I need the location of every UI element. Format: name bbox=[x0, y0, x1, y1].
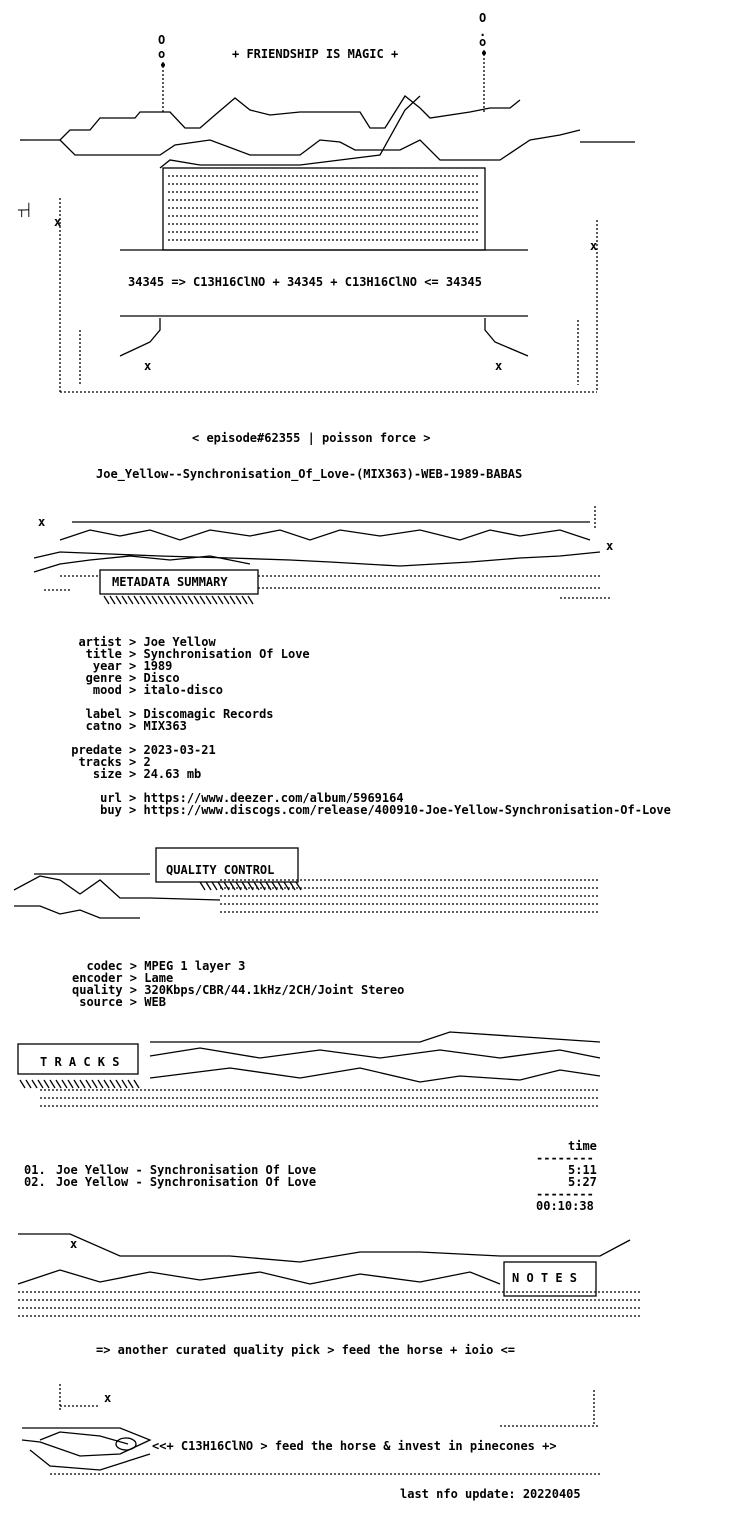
slash-fill-mark bbox=[98, 1080, 103, 1088]
metadata-key: predate bbox=[64, 743, 122, 757]
slash-fill-mark bbox=[242, 882, 247, 890]
metadata-key: mood bbox=[64, 683, 122, 697]
last-update: last nfo update: 20220405 bbox=[400, 1487, 581, 1501]
slash-fill-mark bbox=[200, 882, 205, 890]
slash-fill-mark bbox=[134, 596, 139, 604]
section-tracks-label: T R A C K S bbox=[40, 1055, 120, 1069]
svg-text:x: x bbox=[38, 515, 46, 529]
metadata-logo-art bbox=[0, 500, 744, 610]
slash-fill-mark bbox=[260, 882, 265, 890]
notes-logo-art bbox=[0, 1222, 744, 1332]
slash-fill-mark bbox=[116, 1080, 121, 1088]
slash-fill-mark bbox=[296, 882, 301, 890]
slash-fill-mark bbox=[110, 1080, 115, 1088]
slash-fill-mark bbox=[188, 596, 193, 604]
slash-fill-mark bbox=[68, 1080, 73, 1088]
slash-fill-mark bbox=[110, 596, 115, 604]
metadata-value: 1989 bbox=[143, 659, 173, 673]
metadata-key: buy bbox=[64, 803, 122, 817]
quality-value: Lame bbox=[144, 971, 174, 985]
metadata-value[interactable]: https://www.discogs.com/release/400910-Joe-Yellow-Synchronisation-Of-Love bbox=[143, 803, 671, 817]
metadata-key: year bbox=[64, 659, 122, 673]
svg-text:x: x bbox=[104, 1391, 112, 1405]
metadata-key: genre bbox=[64, 671, 122, 685]
slash-fill-mark bbox=[116, 596, 121, 604]
metadata-separator: > bbox=[121, 755, 144, 769]
slash-fill-mark bbox=[284, 882, 289, 890]
slash-fill-mark bbox=[230, 596, 235, 604]
slash-fill-mark bbox=[218, 596, 223, 604]
section-notes-label: N O T E S bbox=[512, 1271, 578, 1285]
slash-fill-mark bbox=[170, 596, 175, 604]
metadata-value: 24.63 mb bbox=[143, 767, 202, 781]
track-title: Joe Yellow - Synchronisation Of Love bbox=[56, 1175, 317, 1189]
slash-fill-mark bbox=[38, 1080, 43, 1088]
slash-fill-mark bbox=[158, 596, 163, 604]
slash-fill-mark bbox=[26, 1080, 31, 1088]
quality-separator: > bbox=[122, 995, 145, 1009]
metadata-separator: > bbox=[121, 791, 144, 805]
release-name: Joe_Yellow--Synchronisation_Of_Love-(MIX363)-WEB-1989-BABAS bbox=[96, 467, 523, 481]
quality-key: source bbox=[72, 995, 123, 1009]
track-time: 5:27 bbox=[568, 1175, 597, 1189]
slash-fill-mark bbox=[290, 882, 295, 890]
section-metadata-label: METADATA SUMMARY bbox=[112, 575, 228, 589]
svg-text:x: x bbox=[495, 359, 503, 373]
footer-tagline: <<+ C13H16ClNO > feed the horse & invest in pinecones +> bbox=[152, 1439, 557, 1453]
metadata-row bbox=[64, 804, 671, 816]
svg-text:┬┤: ┬┤ bbox=[18, 203, 33, 217]
metadata-value: Disco bbox=[143, 671, 180, 685]
metadata-separator: > bbox=[121, 707, 144, 721]
metadata-row bbox=[64, 768, 201, 780]
metadata-separator: > bbox=[121, 767, 144, 781]
metadata-key: tracks bbox=[64, 755, 122, 769]
metadata-key: url bbox=[64, 791, 122, 805]
tracks-logo-art bbox=[0, 1028, 744, 1128]
metadata-separator: > bbox=[121, 671, 144, 685]
track-number: 01. bbox=[24, 1163, 46, 1177]
header-title: + FRIENDSHIP IS MAGIC + bbox=[232, 47, 399, 61]
slash-fill-mark bbox=[248, 596, 253, 604]
slash-fill-mark bbox=[104, 1080, 109, 1088]
notes-line: => another curated quality pick > feed the horse + ioio <= bbox=[96, 1343, 516, 1357]
slash-fill-mark bbox=[266, 882, 271, 890]
time-header: time bbox=[568, 1139, 597, 1153]
metadata-value: Synchronisation Of Love bbox=[143, 647, 310, 661]
slash-fill-mark bbox=[272, 882, 277, 890]
slash-fill-mark bbox=[122, 1080, 127, 1088]
slash-fill-mark bbox=[80, 1080, 85, 1088]
time-rule-top: -------- bbox=[536, 1151, 594, 1165]
slash-fill-mark bbox=[230, 882, 235, 890]
slash-fill-mark bbox=[134, 1080, 139, 1088]
svg-text:O: O bbox=[479, 11, 487, 25]
slash-fill-mark bbox=[128, 1080, 133, 1088]
metadata-value: italo-disco bbox=[143, 683, 223, 697]
quality-row bbox=[72, 996, 166, 1008]
svg-text:O: O bbox=[158, 33, 166, 47]
metadata-separator: > bbox=[121, 743, 144, 757]
metadata-value[interactable]: https://www.deezer.com/album/5969164 bbox=[143, 791, 404, 805]
svg-text:x: x bbox=[144, 359, 152, 373]
metadata-value: 2 bbox=[143, 755, 151, 769]
slash-fill-mark bbox=[212, 882, 217, 890]
quality-value: 320Kbps/CBR/44.1kHz/2CH/Joint Stereo bbox=[144, 983, 405, 997]
slash-fill-mark bbox=[182, 596, 187, 604]
metadata-value: MIX363 bbox=[143, 719, 187, 733]
slash-fill-mark bbox=[236, 596, 241, 604]
section-quality-label: QUALITY CONTROL bbox=[166, 863, 275, 877]
quality-key: codec bbox=[72, 959, 123, 973]
slash-fill-mark bbox=[254, 882, 259, 890]
metadata-separator: > bbox=[121, 683, 144, 697]
metadata-value: Discomagic Records bbox=[143, 707, 274, 721]
slash-fill-mark bbox=[140, 596, 145, 604]
metadata-separator: > bbox=[121, 719, 144, 733]
svg-text:o: o bbox=[158, 47, 166, 61]
slash-fill-mark bbox=[32, 1080, 37, 1088]
slash-fill-mark bbox=[212, 596, 217, 604]
slash-fill-mark bbox=[50, 1080, 55, 1088]
quality-separator: > bbox=[122, 971, 145, 985]
metadata-key: artist bbox=[64, 635, 122, 649]
metadata-value: Joe Yellow bbox=[143, 635, 216, 649]
metadata-separator: > bbox=[121, 647, 144, 661]
time-rule-bottom: -------- bbox=[536, 1187, 594, 1201]
formula-line: 34345 => C13H16ClNO + 34345 + C13H16ClNO <= 34345 bbox=[128, 275, 483, 289]
slash-fill-mark bbox=[86, 1080, 91, 1088]
slash-fill-mark bbox=[92, 1080, 97, 1088]
svg-text:x: x bbox=[590, 239, 598, 253]
quality-key: encoder bbox=[72, 971, 123, 985]
slash-fill-mark bbox=[236, 882, 241, 890]
episode-line: < episode#62355 | poisson force > bbox=[192, 431, 431, 445]
total-time: 00:10:38 bbox=[536, 1199, 594, 1213]
slash-fill-mark bbox=[56, 1080, 61, 1088]
slash-fill-mark bbox=[278, 882, 283, 890]
slash-fill-mark bbox=[146, 596, 151, 604]
track-time: 5:11 bbox=[568, 1163, 597, 1177]
metadata-key: label bbox=[64, 707, 122, 721]
slash-fill-mark bbox=[206, 882, 211, 890]
quality-key: quality bbox=[72, 983, 123, 997]
slash-fill-mark bbox=[152, 596, 157, 604]
slash-fill-mark bbox=[20, 1080, 25, 1088]
slash-fill-mark bbox=[224, 596, 229, 604]
track-number: 02. bbox=[24, 1175, 46, 1189]
quality-logo-art bbox=[0, 840, 744, 930]
slash-fill-mark bbox=[128, 596, 133, 604]
quality-separator: > bbox=[122, 983, 145, 997]
slash-fill-mark bbox=[194, 596, 199, 604]
svg-text:.: . bbox=[479, 25, 487, 39]
metadata-key: title bbox=[64, 647, 122, 661]
slash-fill-mark bbox=[164, 596, 169, 604]
metadata-key: catno bbox=[64, 719, 122, 733]
quality-value: MPEG 1 layer 3 bbox=[144, 959, 246, 973]
track-title: Joe Yellow - Synchronisation Of Love bbox=[56, 1163, 317, 1177]
metadata-separator: > bbox=[121, 635, 144, 649]
slash-fill-mark bbox=[74, 1080, 79, 1088]
svg-text:o: o bbox=[479, 35, 487, 49]
slash-fill-mark bbox=[242, 596, 247, 604]
slash-fill-mark bbox=[248, 882, 253, 890]
slash-fill-mark bbox=[176, 596, 181, 604]
slash-fill-mark bbox=[200, 596, 205, 604]
metadata-separator: > bbox=[121, 659, 144, 673]
metadata-key: size bbox=[64, 767, 122, 781]
slash-fill-mark bbox=[224, 882, 229, 890]
svg-text:x: x bbox=[606, 539, 614, 553]
slash-fill-mark bbox=[206, 596, 211, 604]
metadata-value: 2023-03-21 bbox=[143, 743, 216, 757]
slash-fill-mark bbox=[62, 1080, 67, 1088]
quality-separator: > bbox=[122, 959, 145, 973]
svg-text:x: x bbox=[70, 1237, 78, 1251]
metadata-row bbox=[64, 684, 223, 696]
slash-fill-mark bbox=[44, 1080, 49, 1088]
svg-text:x: x bbox=[54, 215, 62, 229]
quality-value: WEB bbox=[144, 995, 166, 1009]
metadata-row bbox=[64, 720, 187, 732]
metadata-separator: > bbox=[121, 803, 144, 817]
slash-fill-mark bbox=[122, 596, 127, 604]
slash-fill-mark bbox=[218, 882, 223, 890]
slash-fill-mark bbox=[104, 596, 109, 604]
